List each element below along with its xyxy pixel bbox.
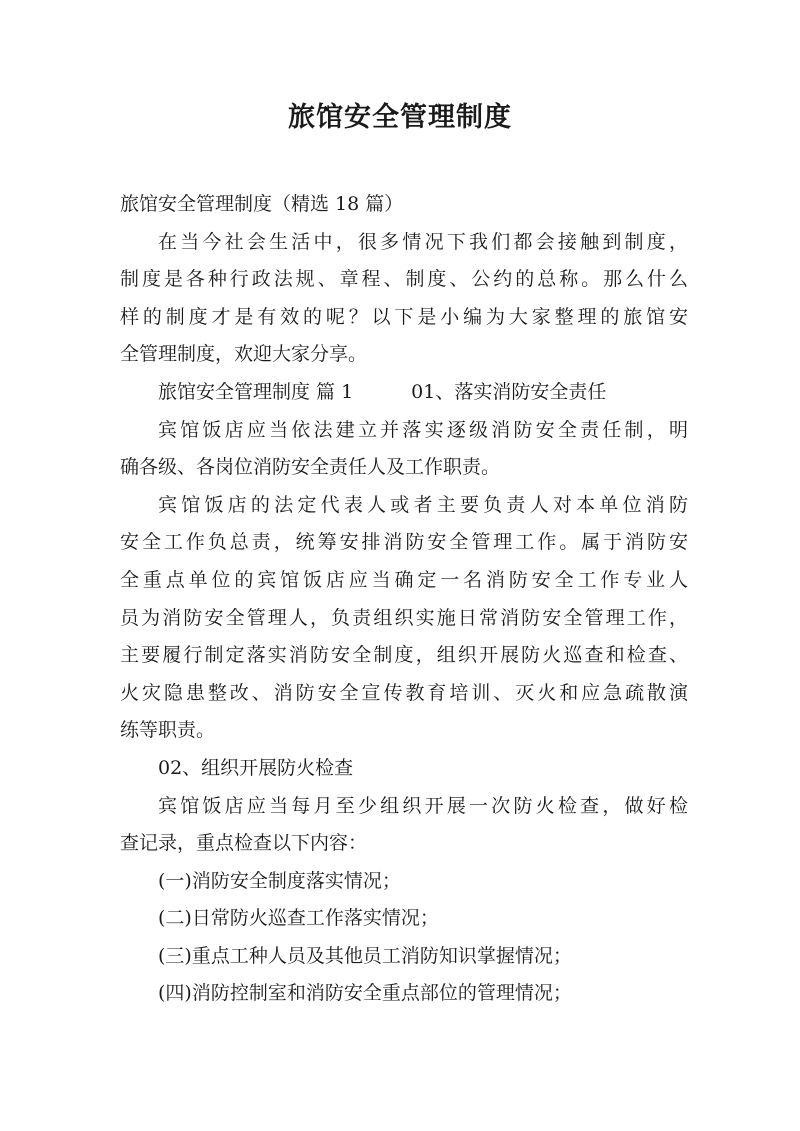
paragraph-line: 宾馆饭店应当每月至少组织开展一次防火检查，做好检	[158, 794, 688, 817]
paragraph-line: 全重点单位的宾馆饭店应当确定一名消防安全工作专业人	[120, 568, 688, 591]
document-title: 旅馆安全管理制度	[288, 102, 512, 133]
intro-line: 在当今社会生活中，很多情况下我们都会接触到制度，	[158, 230, 688, 253]
paragraph-line: 安全工作负总责，统筹安排消防安全管理工作。属于消防安	[120, 531, 688, 554]
intro-paragraph	[120, 224, 688, 374]
paragraph-legal-representative	[120, 487, 688, 750]
intro-line: 样的制度才是有效的呢？以下是小编为大家整理的旅馆安	[120, 305, 688, 328]
paragraph-fire-inspection	[120, 788, 688, 863]
document-body	[120, 186, 688, 1013]
paragraph-line: 确各级、各岗位消防安全责任人及工作职责。	[120, 456, 501, 479]
paragraph-line: 员为消防安全管理人，负责组织实施日常消防安全管理工作，	[120, 606, 688, 629]
section-1-heading-line	[120, 374, 688, 412]
list-item: (四)消防控制室和消防安全重点部位的管理情况；	[158, 982, 572, 1005]
section-heading: 01、落实消防安全责任	[411, 380, 607, 403]
list-item: (二)日常防火巡查工作落实情况；	[158, 907, 439, 930]
paragraph-line: 主要履行制定落实消防安全制度，组织开展防火巡查和检查、	[120, 644, 688, 667]
paragraph-responsibility	[120, 412, 688, 487]
paragraph-line: 查记录，重点检查以下内容：	[120, 832, 368, 855]
section-2-heading: 02、组织开展防火检查	[158, 756, 354, 779]
intro-line: 全管理制度，欢迎大家分享。	[120, 343, 368, 366]
paragraph-line: 火灾隐患整改、消防安全宣传教育培训、灭火和应急疏散演	[120, 681, 688, 704]
intro-line: 制度是各种行政法规、章程、制度、公约的总称。那么什么	[120, 268, 688, 291]
paragraph-line: 宾馆饭店的法定代表人或者主要负责人对本单位消防	[158, 493, 688, 516]
paragraph-line: 练等职责。	[120, 719, 216, 742]
list-item: (一)消防安全制度落实情况；	[158, 869, 401, 892]
list-item: (三)重点工种人员及其他员工消防知识掌握情况；	[158, 944, 572, 967]
paragraph-line: 宾馆饭店应当依法建立并落实逐级消防安全责任制，明	[158, 418, 688, 441]
inspection-list	[120, 863, 688, 1013]
document-subtitle: 旅馆安全管理制度（精选 18 篇）	[120, 193, 404, 215]
section-label: 旅馆安全管理制度 篇 1	[158, 380, 354, 403]
